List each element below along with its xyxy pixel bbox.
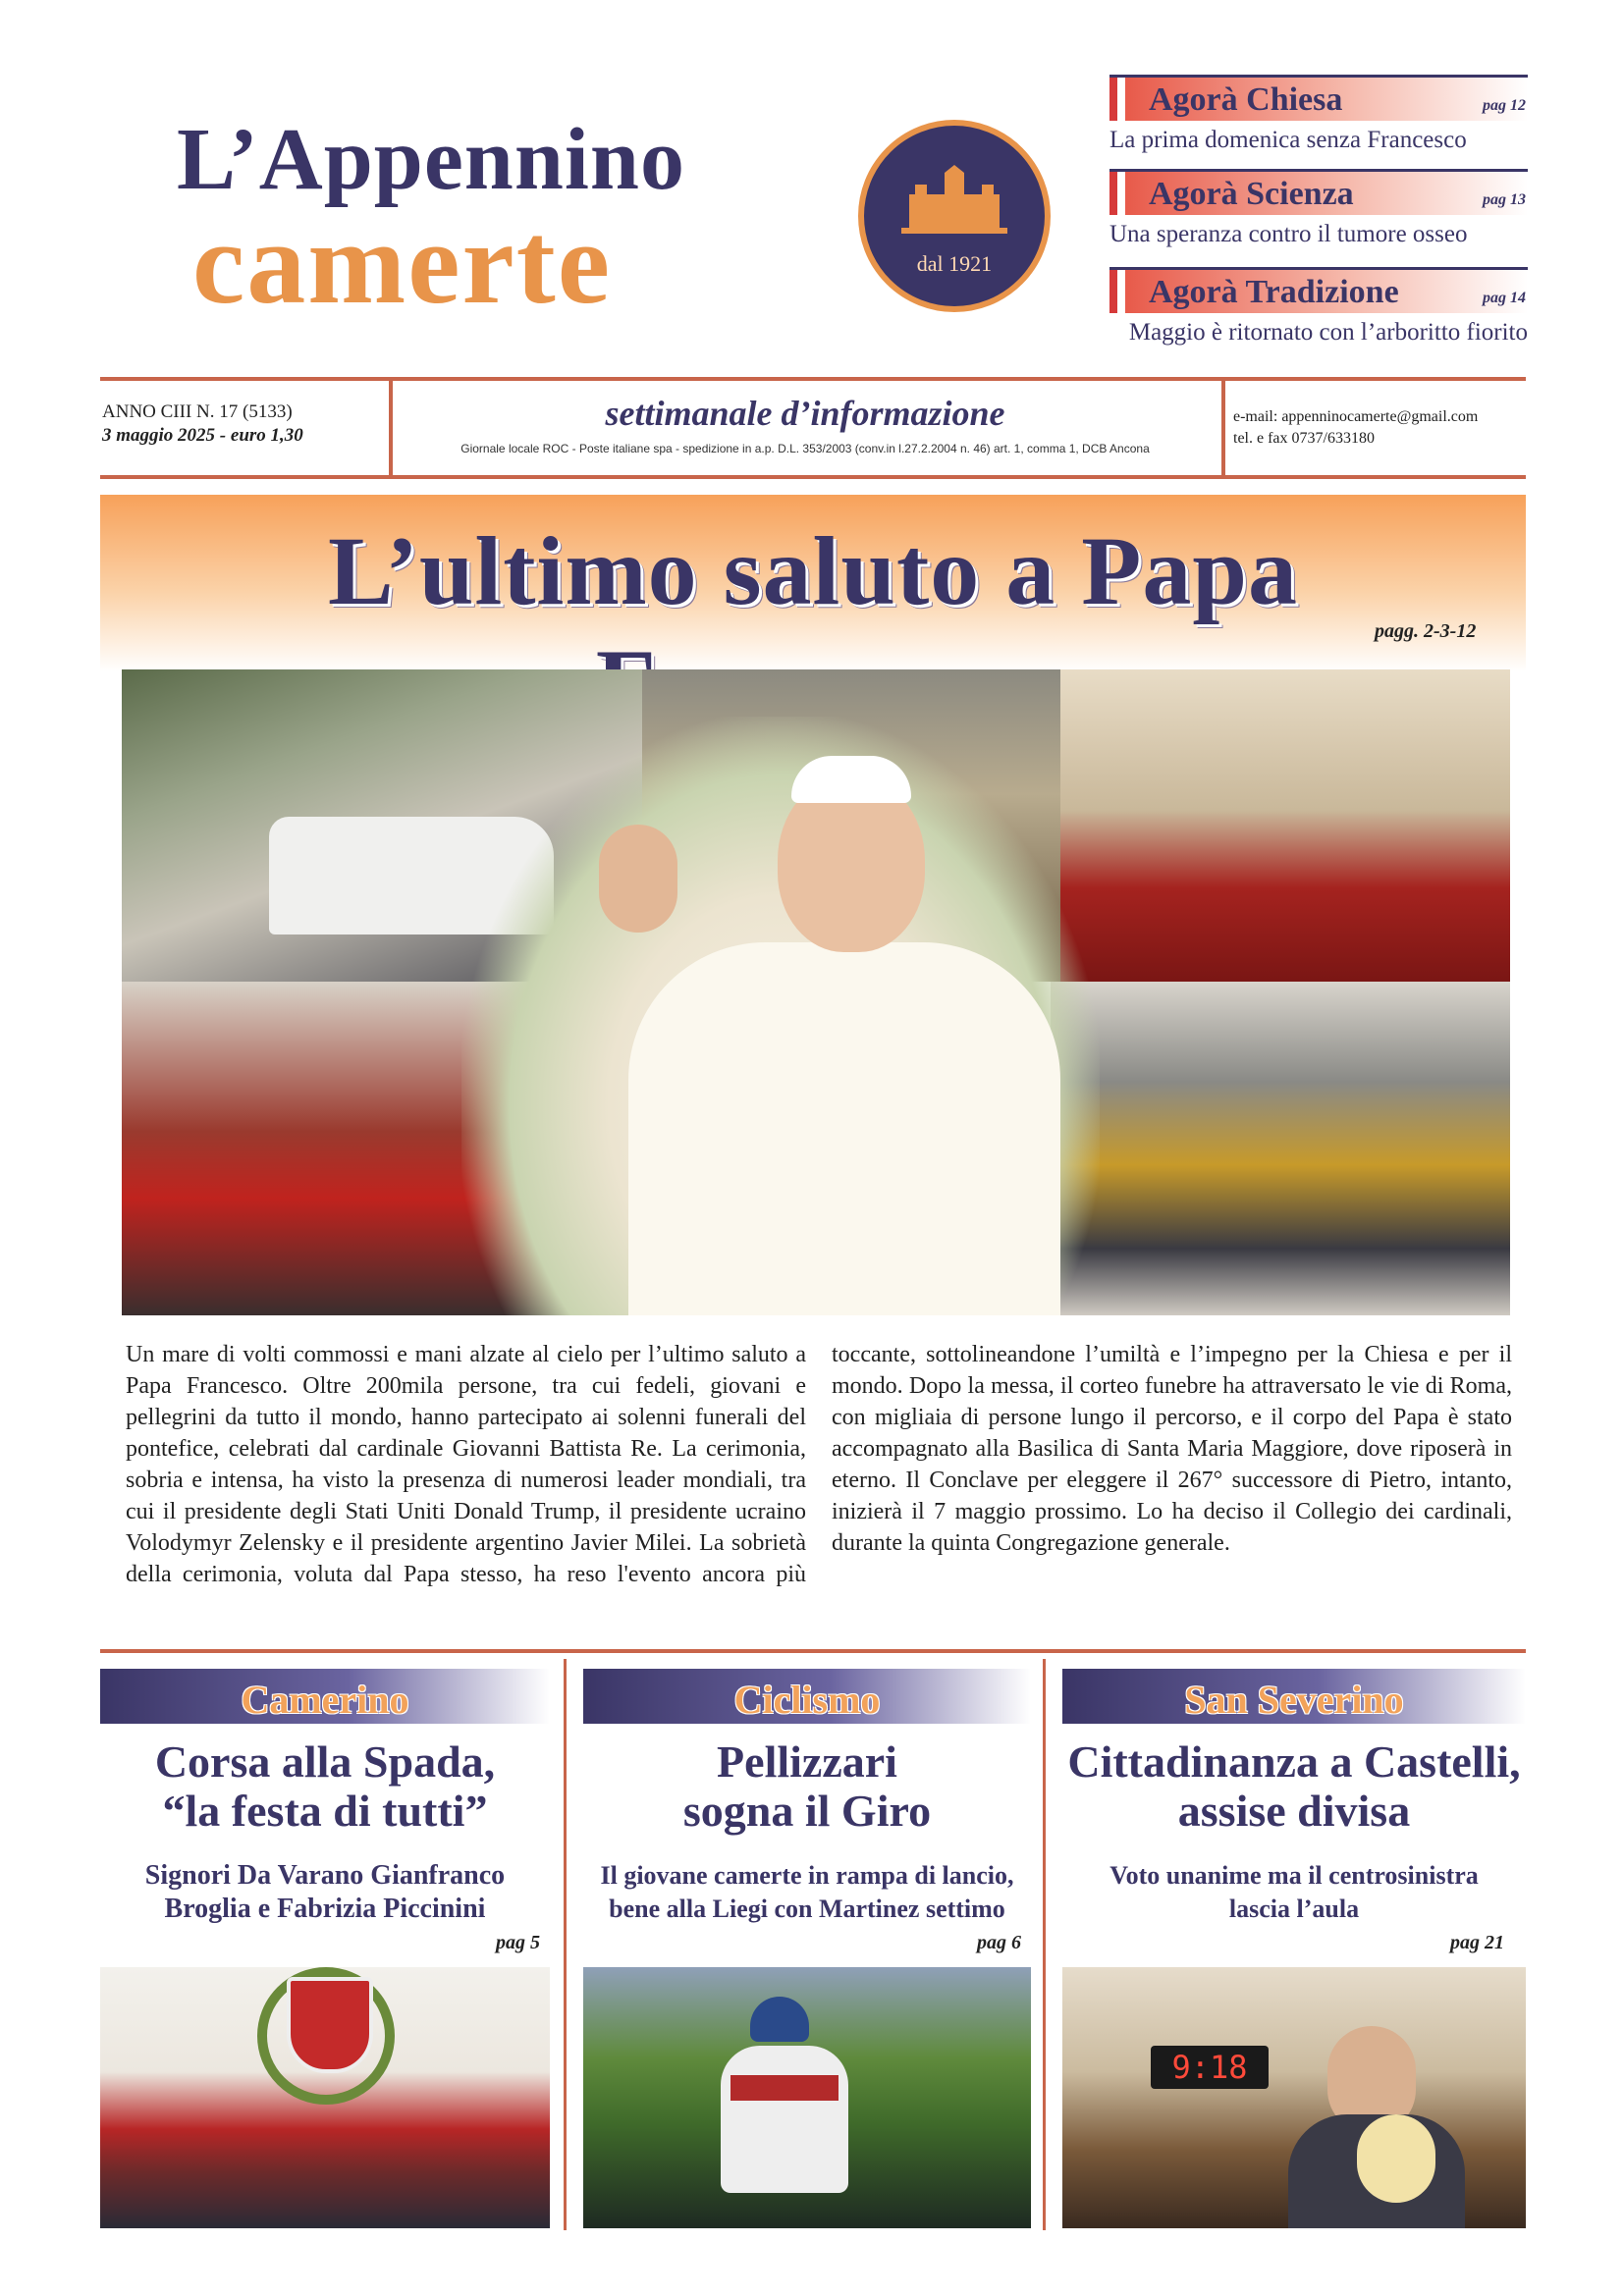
section-subtitle: Signori Da Varano Gianfranco Broglia e Fabrizia Piccinini xyxy=(144,1860,506,1924)
main-headline[interactable]: L’ultimo saluto a Papa xyxy=(328,516,1298,625)
agora-page: pag 14 xyxy=(1483,290,1526,306)
agora-page: pag 12 xyxy=(1483,97,1526,114)
agora-subtitle: La prima domenica senza Francesco xyxy=(1109,127,1467,153)
agora-block-2[interactable] xyxy=(1109,169,1528,260)
photo-lying-in-state xyxy=(1060,669,1510,982)
agora-page: pag 13 xyxy=(1483,191,1526,208)
lead-article: Un mare di volti commossi e mani alzate al cielo per l’ultimo saluto a Papa Francesco. Oltre 200mila persone, tra cui fedeli, giovani e pellegrini da tutto il mondo, hanno partecipato ai solenni funerali del pontefice, celebrati dal cardinale Giovanni Battista Re. La cerimonia, sobria e intensa, ha visto la presenza di numerosi leader mondiali, tra cui il presidente degli Stati Uniti Donald Trump, il presidente ucraino Volodymyr Zelensky e il presidente argentino Javier Milei. La sobrietà della cerimonia, voluta dal Papa stesso, ha reso l'evento ancora più toccante, sottolineandone l’umiltà e l’impegno per la Chiesa e per il mondo. Dopo la messa, il corteo funebre ha attraversato le vie di Roma, con migliaia di persone lungo il percorso, e il corpo del Papa è stato accompagnato alla Basilica di Santa Maria Maggiore, dove riposerà in eterno. Il Conclave per eleggere il 267° successore di Pietro, intanto, inizierà il 7 maggio prossimo. Lo ha deciso il Collegio dei cardinali, durante la quinta Congregazione generale. xyxy=(126,1342,1512,1587)
info-rule-bottom xyxy=(100,475,1526,479)
section-label: San Severino xyxy=(1184,1678,1404,1722)
masthead-title-line1: L’Appennino xyxy=(177,111,685,208)
headline-pages: pagg. 2-3-12 xyxy=(1375,620,1477,642)
sections-rule xyxy=(100,1649,1526,1653)
issue-date-price: 3 maggio 2025 - euro 1,30 xyxy=(102,425,303,446)
issue-info xyxy=(102,400,303,448)
photo-cyclist xyxy=(583,1967,1031,2228)
agora-subtitle: Una speranza contro il tumore osseo xyxy=(1109,221,1468,247)
section-header xyxy=(1062,1669,1526,1724)
photo-corsa-alla-spada xyxy=(100,1967,550,2228)
section-label: Camerino xyxy=(241,1678,409,1722)
issue-number: ANNO CIII N. 17 (5133) xyxy=(102,401,293,422)
church-icon xyxy=(901,165,1007,234)
agora-label: Agorà Tradizione xyxy=(1149,274,1399,310)
section-san-severino[interactable] xyxy=(1062,1669,1526,2228)
council-clock: 9:18 xyxy=(1151,2046,1269,2089)
tagline: settimanale d’informazione xyxy=(605,394,1005,433)
section-title: Corsa alla Spada, “la festa di tutti” xyxy=(154,1736,496,1836)
photo-council-session xyxy=(1062,1967,1526,2228)
photo-swiss-guards xyxy=(1051,982,1510,1315)
section-camerino[interactable] xyxy=(100,1669,550,2228)
section-page: pag 5 xyxy=(496,1932,540,1953)
section-subtitle: Voto unanime ma il centrosinistra lascia l’aula xyxy=(1109,1861,1479,1923)
sections-divider-1 xyxy=(564,1659,567,2230)
section-ciclismo[interactable] xyxy=(583,1669,1031,2228)
section-title: Pellizzari sogna il Giro xyxy=(682,1736,932,1836)
masthead-seal xyxy=(858,120,1051,312)
agora-label: Agorà Scienza xyxy=(1149,176,1354,212)
section-header xyxy=(100,1669,550,1724)
section-page: pag 21 xyxy=(1450,1932,1504,1953)
contact-phone: tel. e fax 0737/633180 xyxy=(1233,430,1375,447)
agora-label: Agorà Chiesa xyxy=(1149,81,1343,118)
section-header xyxy=(583,1669,1031,1724)
legal-notice: Giornale locale ROC - Poste italiane spa - spedizione in a.p. D.L. 353/2003 (conv.in l.27.2.2004 n. 46) art. 1, comma 1, DCB Ancona xyxy=(460,442,1150,455)
section-subtitle: Il giovane camerte in rampa di lancio, bene alla Liegi con Martinez settimo xyxy=(600,1861,1014,1923)
agora-block-3[interactable] xyxy=(1109,267,1528,358)
contact-email[interactable]: e-mail: appenninocamerte@gmail.com xyxy=(1233,408,1479,425)
masthead-title-line2: camerte xyxy=(192,197,612,328)
sections-divider-2 xyxy=(1043,1659,1046,2230)
section-page: pag 6 xyxy=(977,1932,1021,1953)
contact-info xyxy=(1233,406,1478,450)
info-divider-right xyxy=(1221,381,1225,475)
seal-year: dal 1921 xyxy=(916,251,993,276)
section-title: Cittadinanza a Castelli, assise divisa xyxy=(1067,1736,1521,1836)
info-rule-top xyxy=(100,377,1526,381)
agora-block-1[interactable] xyxy=(1109,75,1528,166)
photo-pope-waving xyxy=(461,717,1100,1315)
agora-subtitle: Maggio è ritornato con l’arboritto fiorito xyxy=(1128,319,1528,346)
section-label: Ciclismo xyxy=(733,1678,881,1722)
